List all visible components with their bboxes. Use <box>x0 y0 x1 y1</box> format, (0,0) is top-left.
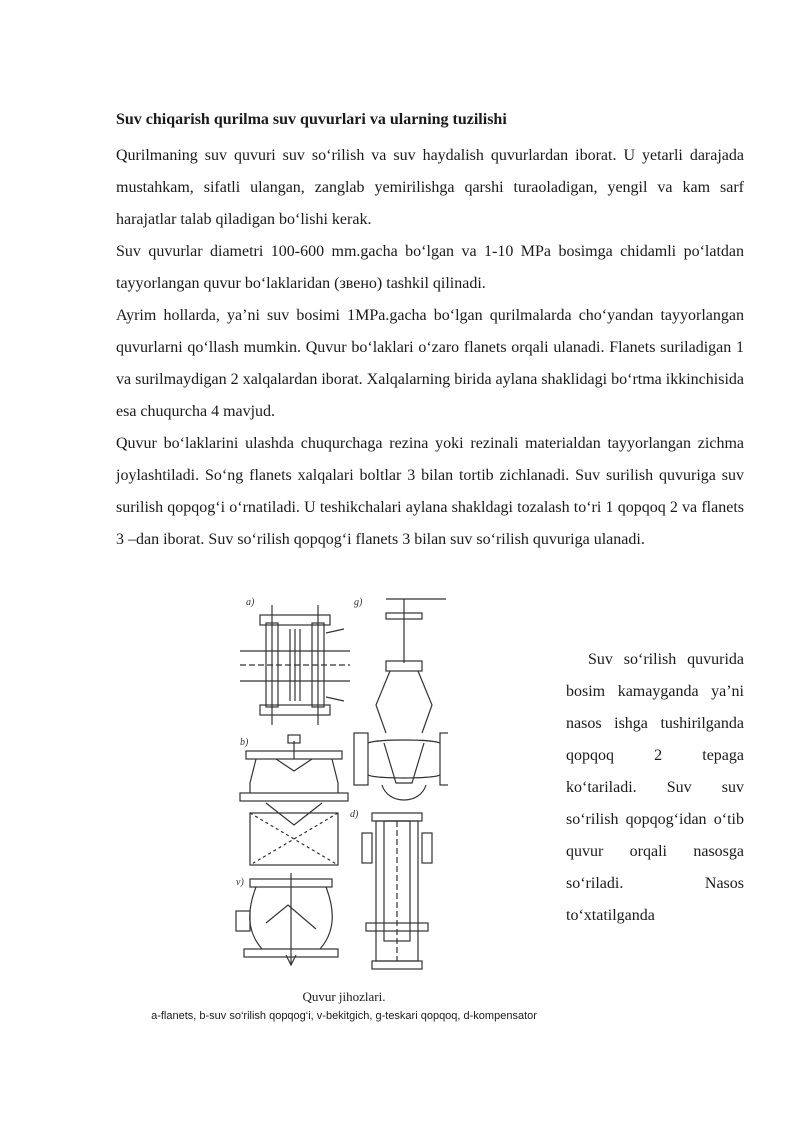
section-title: Suv chiqarish qurilma suv quvurlari va ularning tuzilishi <box>116 111 507 128</box>
paragraph-4: Quvur bo‘laklarini ulashda chuqurchaga rezina yoki rezinali materialdan tayyorlangan zichma joylashtiladi. So‘ng flanets xalqalari boltlar 3 bilan tortib zichlanadi. Suv surilish quvuriga suv surilish qopqog‘i o‘rnatiladi. U teshikchalari aylana shakldagi tozalash to‘ri 1 qopqoq 2 va flanets 3 –dan iborat. Suv so‘rilish qopqog‘i flanets 3 bilan suv so‘rilish quvuriga ulanadi. <box>116 435 744 548</box>
suction-cover-drawing <box>240 735 348 865</box>
part-label-a: a) <box>246 597 255 608</box>
paragraph-3: Ayrim hollarda, ya’ni suv bosimi 1MPa.gacha bo‘lgan qurilmalarda cho‘yandan tayyorlangan quvurlarni qo‘llash mumkin. Quvur bo‘laklari o‘zaro flanets orqali ulanadi. Flanets suriladigan 1 va surilmaydigan 2 xalqalardan iborat. Xalqalarning birida aylana shaklidagi bo‘rtma ikkinchisida esa chuqurcha 4 mavjud. <box>116 307 744 420</box>
figure-caption-description: a-flanets, b-suv so‘rilish qopqog‘i, v-bekitgich, g-teskari qopqoq, d-kompensator <box>151 1010 537 1022</box>
part-label-v: v) <box>236 877 244 888</box>
side-paragraph <box>566 644 744 932</box>
paragraph-1: Qurilmaning suv quvuri suv so‘rilish va suv haydalish quvurlardan iborat. U yetarli darajada mustahkam, sifatli ulangan, zanglab yemirilishga qarshi turaoladigan, yengil va kam sarf harajatlar talab qiladigan bo‘lishi kerak. <box>116 147 744 228</box>
compensator-drawing <box>362 813 432 969</box>
check-valve-drawing <box>354 599 448 800</box>
part-label-b: b) <box>240 737 249 748</box>
paragraph-2: Suv quvurlar diametri 100-600 mm.gacha bo‘lgan va 1-10 MPa bosimga chidamli po‘latdan tayyorlangan quvur bo‘laklaridan (звено) tashkil qilinadi. <box>116 243 744 292</box>
side-paragraph-text: Suv so‘rilish quvurida bosim kamayganda ya’ni nasos ishga tushirilganda qopqoq 2 tepaga ko‘tariladi. Suv suv so‘rilish qopqog‘idan o‘tib quvur orqali nasosga so‘riladi. Nasos to‘xtatilganda <box>566 651 744 924</box>
flange-drawing <box>240 605 350 725</box>
figure-caption-title: Quvur jihozlari. <box>302 989 386 1004</box>
gate-valve-drawing <box>236 873 338 965</box>
part-label-d: d) <box>350 809 359 820</box>
pipe-fittings-figure <box>226 593 448 983</box>
part-label-g: g) <box>354 597 363 608</box>
figure-caption <box>138 988 550 1026</box>
